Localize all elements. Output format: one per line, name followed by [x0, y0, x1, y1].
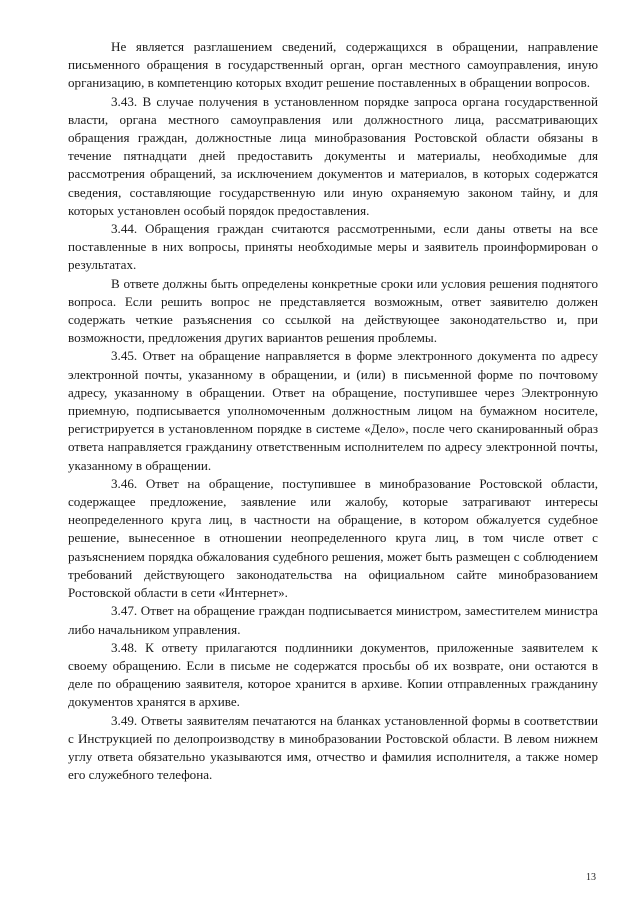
- paragraph-disclosure: Не является разглашением сведений, содержащихся в обращении, направление письменного обращения в государственный орган, орган местного самоуправления, иную организацию, в компетенцию которых входит решение поставленных в обращении вопросов.: [68, 39, 598, 91]
- paragraph-3-49: 3.49. Ответы заявителям печатаются на бланках установленной формы в соответствии с Инструкцией по делопроизводству в минобразовании Ростовской области. В левом нижнем углу ответа обязательно указываются имя, отчество и фамилия исполнителя, а также номер его служебного телефона.: [68, 712, 598, 783]
- paragraph-3-47: 3.47. Ответ на обращение граждан подписывается министром, заместителем министра либо начальником управления.: [68, 603, 598, 637]
- document-page: [68, 38, 598, 784]
- page-number: 13: [586, 872, 596, 883]
- paragraph-3-48: 3.48. К ответу прилагаются подлинники документов, приложенные заявителем к своему обращению. Если в письме не содержатся просьбы об их возврате, они остаются в деле по обращению заявителя, которое хранится в архиве. Копии отправленных гражданину документов хранятся в архиве.: [68, 639, 598, 710]
- paragraph-3-43: 3.43. В случае получения в установленном порядке запроса органа государственной власти, органа местного самоуправления или должностного лица, рассматривающих обращения граждан, должностные лица минобразования Ростовской области обязаны в течение пятнадцати дней предоставить документы и материалы, необходимые для рассмотрения обращений, за исключением документов и материалов, в которых содержатся сведения, составляющие государственную или иную охраняемую законом тайну, и для которых установлен особый порядок предоставления.: [68, 93, 598, 218]
- paragraph-answer-requirements: В ответе должны быть определены конкретные сроки или условия решения поднятого вопроса. Если решить вопрос не представляется возможным, ответ заявителю должен содержать четкие разъяснения со ссылкой на действующее законодательство и, при возможности, предложения других вариантов решения проблемы.: [68, 275, 598, 346]
- paragraph-3-44: 3.44. Обращения граждан считаются рассмотренными, если даны ответы на все поставленные в них вопросы, приняты необходимые меры и заявитель проинформирован о результатах.: [68, 221, 598, 273]
- paragraph-3-46: 3.46. Ответ на обращение, поступившее в минобразование Ростовской области, содержащее предложение, заявление или жалобу, которые затрагивают интересы неопределенного круга лиц, в частности на обращение, в котором обжалуется судебное решение, вынесенное в отношении неопределенного круга лиц, в том числе ответ с разъяснением порядка обжалования судебного решения, может быть размещен с соблюдением требований действующего законодательства на официальном сайте минобразованием Ростовской области в сети «Интернет».: [68, 475, 598, 601]
- paragraph-3-45: 3.45. Ответ на обращение направляется в форме электронного документа по адресу электронной почты, указанному в обращении, и (или) в письменной форме по почтовому адресу, указанному в обращении. Ответ на обращение, поступившее через Электронную приемную, подписывается уполномоченным должностным лицом на бумажном носителе, регистрируется в установленном порядке в системе «Дело», после чего сканированный образ ответа направляется гражданину ответственным исполнителем по адресу электронной почты, указанному в обращении.: [68, 348, 598, 473]
